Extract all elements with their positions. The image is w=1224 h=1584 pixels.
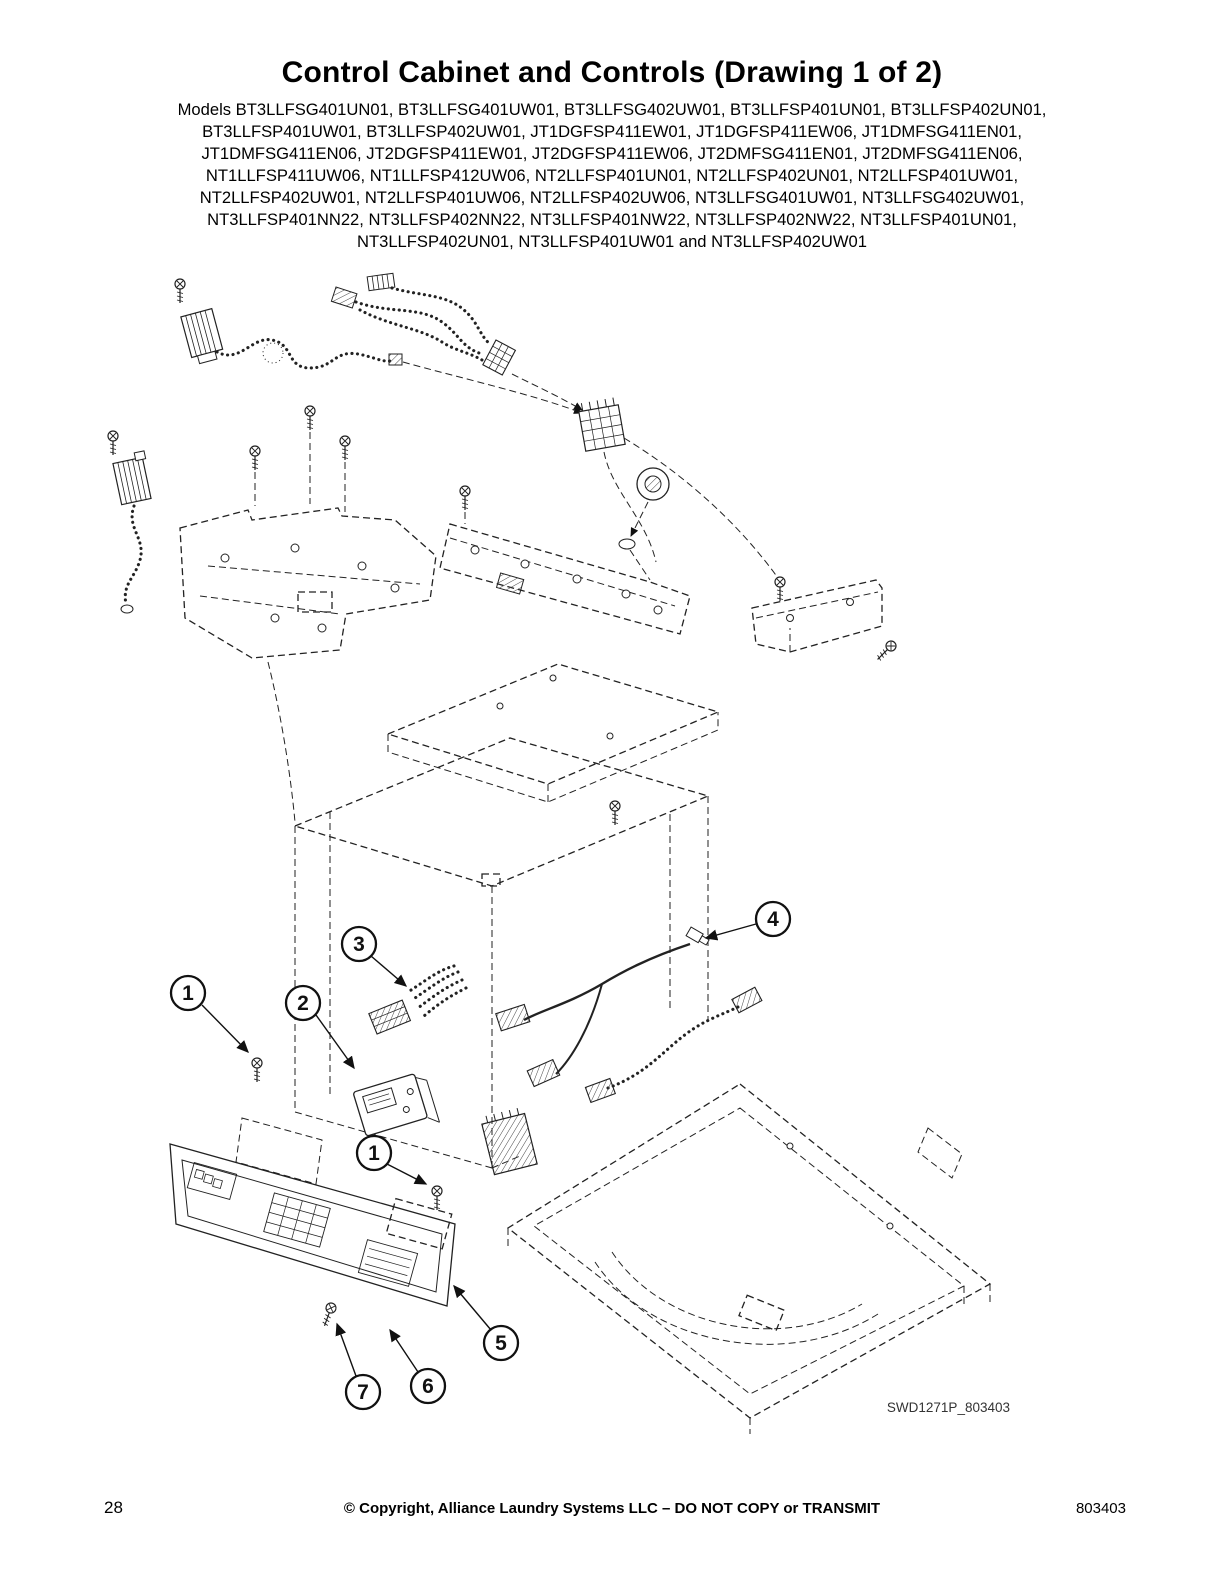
page-title: Control Cabinet and Controls (Drawing 1 of 2): [281, 56, 943, 89]
cable-assembly-top-left: [175, 279, 582, 413]
models-line: Models BT3LLFSG401UN01, BT3LLFSG401UW01, BT3LLFSG402UW01, BT3LLFSP401UN01, BT3LLFSP402UN01,: [177, 100, 1047, 119]
exploded-diagram: [90, 266, 1134, 1446]
cable-assembly-left: [108, 431, 154, 613]
callout-2-label: 2: [297, 992, 309, 1015]
callout-6-label: 6: [422, 1375, 434, 1398]
models-line: NT1LLFSP411UW06, NT1LLFSP412UW06, NT2LLFSP401UN01, NT2LLFSP402UN01, NT2LLFSP401UW01,: [205, 166, 1019, 186]
bracket-right: [752, 577, 898, 663]
mounting-plate-left: [180, 406, 436, 822]
harness-plug: [483, 340, 516, 375]
bracket-center: [440, 486, 690, 634]
callout-5: [454, 1286, 518, 1360]
harness-item3: [369, 966, 466, 1034]
models-line: NT2LLFSP402UW01, NT2LLFSP401UW06, NT2LLFSP402UW06, NT3LLFSG401UW01, NT3LLFSG402UW01,: [199, 188, 1025, 208]
models-list: [0, 99, 1224, 253]
callout-2: [286, 986, 354, 1068]
callout-4: [706, 902, 790, 938]
cabinet-top-frame: [508, 1084, 990, 1434]
hood-channel: [388, 664, 718, 802]
page-footer: [0, 1496, 1224, 1526]
harness-item4: [496, 927, 762, 1102]
models-line: BT3LLFSP401UW01, BT3LLFSP402UW01, JT1DGFSP411EW01, JT1DGFSP411EW06, JT1DMFSG411EN01,: [202, 122, 1022, 142]
control-panel: [170, 1144, 455, 1328]
callout-1b: [357, 1136, 442, 1210]
control-board: [353, 1071, 440, 1144]
callout-3: [342, 927, 406, 986]
callout-1: [171, 976, 262, 1082]
models-line: NT3LLFSP401NN22, NT3LLFSP402NN22, NT3LLFSP401NW22, NT3LLFSP402NW22, NT3LLFSP401UN01,: [207, 210, 1017, 230]
models-line: JT1DMFSG411EN06, JT2DGFSP411EW01, JT2DGFSP411EW06, JT2DMFSG411EN01, JT2DMFSG411EN06,: [201, 144, 1023, 164]
page-number: 28: [104, 1498, 123, 1517]
callout-7: [337, 1324, 380, 1409]
document-number: 803403: [1075, 1500, 1126, 1517]
models-line: NT3LLFSP402UN01, NT3LLFSP401UW01 and NT3LLFSP402UW01: [356, 232, 868, 252]
callout-1b-label: 1: [368, 1142, 380, 1165]
callout-5-label: 5: [495, 1332, 507, 1355]
exploded-view-svg: [90, 266, 1134, 1446]
callout-1-label: 1: [182, 982, 194, 1005]
connector-block: [480, 1107, 537, 1175]
copyright-notice: © Copyright, Alliance Laundry Systems LLC – DO NOT COPY or TRANSMIT: [343, 1500, 881, 1517]
terminal-block: [577, 397, 625, 451]
grommet: [619, 468, 669, 580]
callout-4-label: 4: [767, 908, 779, 931]
drawing-code: SWD1271P_803403: [886, 1400, 1010, 1415]
callout-6: [390, 1330, 445, 1403]
callout-3-label: 3: [353, 933, 365, 956]
callout-7-label: 7: [357, 1381, 369, 1404]
wiring-harness-top: [331, 273, 582, 410]
